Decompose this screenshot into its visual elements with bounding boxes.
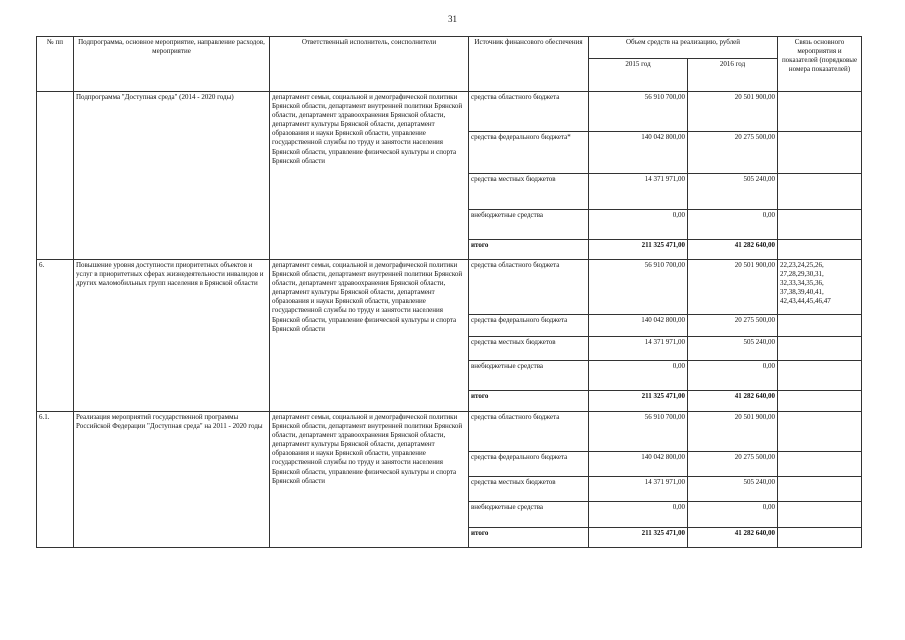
amount-y2016: 505 240,00 [688,337,778,361]
link-cell [778,412,862,452]
header-2016: 2016 год [688,59,778,92]
header-executor: Ответственный исполнитель, соисполнители [270,37,469,92]
link-cell-empty [778,502,862,528]
amount-y2015: 140 042 800,00 [589,315,688,337]
amount-y2016: 41 282 640,00 [688,528,778,548]
table-row [37,260,862,315]
link-cell-empty [778,528,862,548]
link-cell-empty [778,391,862,412]
amount-y2015: 140 042 800,00 [589,452,688,477]
amount-y2015: 211 325 471,00 [589,528,688,548]
link-cell-empty [778,132,862,174]
amount-y2015: 14 371 971,00 [589,477,688,502]
link-cell-empty [778,452,862,477]
amount-y2015: 211 325 471,00 [589,391,688,412]
header-2015: 2015 год [589,59,688,92]
table-row [37,92,862,132]
header-program: Подпрограмма, основное мероприятие, направление расходов, мероприятие [74,37,270,92]
block-executor: департамент семьи, социальной и демографической политики Брянской области, департамент внутренней политики Брянской области, департамент здравоохранения Брянской области, департамент культуры Брянской области, департамент образования и науки Брянской области, управление государственной службы по труду и занятости населения Брянской области, управление физической культуры и спорта Брянской области [270,260,469,412]
block-name: Повышение уровня доступности приоритетных объектов и услуг в приоритетных сферах жизнедеятельности инвалидов и других маломобильных групп населения в Брянской области [74,260,270,412]
source-cell: средства областного бюджета [469,92,589,132]
source-cell: внебюджетные средства [469,361,589,391]
amount-y2015: 56 910 700,00 [589,92,688,132]
amount-y2015: 140 042 800,00 [589,132,688,174]
table-row [37,412,862,452]
block-num [37,92,74,260]
source-cell: средства областного бюджета [469,412,589,452]
amount-y2016: 20 275 500,00 [688,315,778,337]
amount-y2015: 211 325 471,00 [589,240,688,260]
amount-y2016: 0,00 [688,210,778,240]
amount-y2016: 41 282 640,00 [688,391,778,412]
link-cell: 22,23,24,25,26, 27,28,29,30,31, 32,33,34,35,36, 37,38,39,40,41, 42,43,44,45,46,47 [778,260,862,315]
link-cell-empty [778,174,862,210]
block-num: 6. [37,260,74,412]
block-executor: департамент семьи, социальной и демографической политики Брянской области, департамент внутренней политики Брянской области, департамент здравоохранения Брянской области, департамент культуры Брянской области, департамент образования и науки Брянской области, управление государственной службы по труду и занятости населения Брянской области, управление физической культуры и спорта Брянской области [270,412,469,548]
amount-y2015: 14 371 971,00 [589,174,688,210]
amount-y2016: 505 240,00 [688,174,778,210]
amount-y2015: 0,00 [589,210,688,240]
amount-y2015: 56 910 700,00 [589,260,688,315]
source-cell: внебюджетные средства [469,502,589,528]
block-executor: департамент семьи, социальной и демографической политики Брянской области, департамент внутренней политики Брянской области, департамент здравоохранения Брянской области, департамент культуры Брянской области, департамент образования и науки Брянской области, управление государственной службы по труду и занятости населения Брянской области, управление физической культуры и спорта Брянской области [270,92,469,260]
block-name: Подпрограмма "Доступная среда" (2014 - 2020 годы) [74,92,270,260]
header-num: № пп [37,37,74,92]
page-number: 31 [448,14,457,24]
amount-y2016: 0,00 [688,361,778,391]
source-cell: итого [469,240,589,260]
amount-y2015: 0,00 [589,361,688,391]
source-cell: средства областного бюджета [469,260,589,315]
amount-y2016: 20 501 900,00 [688,260,778,315]
source-cell: средства местных бюджетов [469,174,589,210]
source-cell: итого [469,528,589,548]
header-link: Связь основного мероприятия и показателей (порядковые номера показателей) [778,37,862,92]
link-cell-empty [778,361,862,391]
source-cell: средства местных бюджетов [469,337,589,361]
amount-y2016: 20 275 500,00 [688,132,778,174]
block-name: Реализация мероприятий государственной программы Российской Федерации "Доступная среда" на 2011 - 2020 годы [74,412,270,548]
link-cell-empty [778,315,862,337]
amount-y2016: 0,00 [688,502,778,528]
source-cell: средства федерального бюджета [469,452,589,477]
amount-y2016: 505 240,00 [688,477,778,502]
amount-y2016: 20 501 900,00 [688,92,778,132]
link-cell [778,92,862,132]
source-cell: внебюджетные средства [469,210,589,240]
amount-y2015: 14 371 971,00 [589,337,688,361]
block-num: 6.1. [37,412,74,548]
amount-y2015: 0,00 [589,502,688,528]
link-cell-empty [778,337,862,361]
link-cell-empty [778,240,862,260]
amount-y2016: 20 501 900,00 [688,412,778,452]
link-cell-empty [778,210,862,240]
source-cell: средства местных бюджетов [469,477,589,502]
header-volume: Объем средств на реализацию, рублей [589,37,778,59]
source-cell: средства федерального бюджета [469,315,589,337]
link-cell-empty [778,477,862,502]
budget-table [36,36,862,548]
amount-y2016: 41 282 640,00 [688,240,778,260]
header-source: Источник финансового обеспечения [469,37,589,92]
source-cell: итого [469,391,589,412]
source-cell: средства федерального бюджета* [469,132,589,174]
amount-y2016: 20 275 500,00 [688,452,778,477]
amount-y2015: 56 910 700,00 [589,412,688,452]
